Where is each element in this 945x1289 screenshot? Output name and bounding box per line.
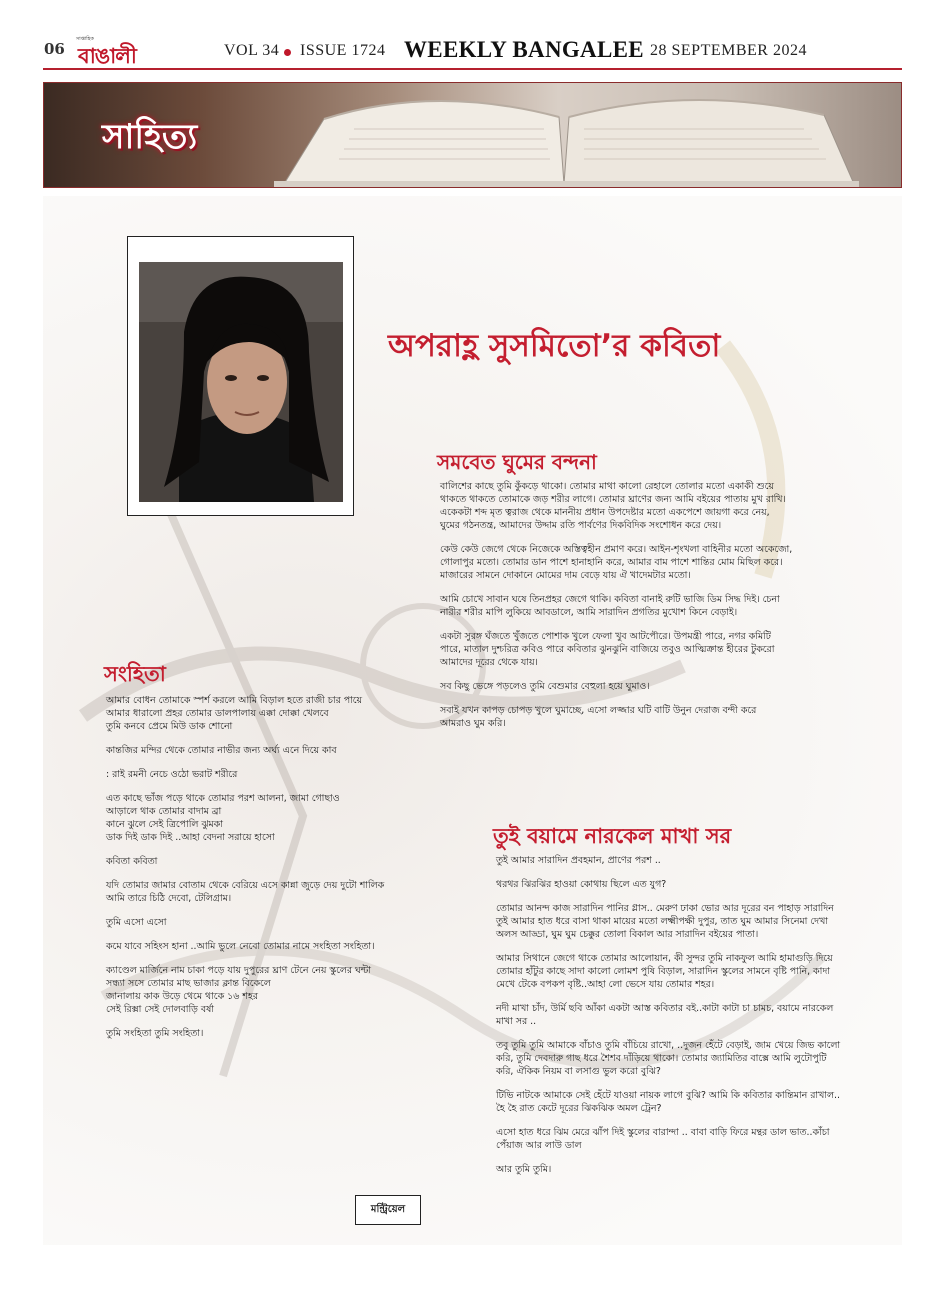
open-book-icon bbox=[264, 89, 864, 188]
poem-stanza: টিভি নাটকে আমাকে সেই হেঁটে যাওয়া নায়ক লাগে বুঝি? আমি কি কবিতার কান্তিমান রাখাল.. হৈ হৈ রাত কেটে দূরের ঝিকঝিক অমল ট্রেন? bbox=[496, 1090, 840, 1114]
logo bbox=[76, 36, 138, 70]
poem-stanza: এত কাছে ভাঁজ পড়ে থাকে তোমার পরশ আলনা, জামা গোছাও আড়ালে থাক তোমার বাদাম ব্রা কানে ঝুলে সেই ত্রিপোলি ঝুমকা ডাক দিই ডাক দিই ..আহা বেদনা সরায়ে হাসো bbox=[106, 793, 340, 843]
volume-label: VOL 34 bbox=[224, 42, 280, 59]
poem-stanza: একটা সুরঙ্গ ঘঁজতে খুঁজতে পোশাক খুলে ফেলা খুব আটপৌরে। উপমন্ত্রী পারে, নগর কমিটি পারে, মাতাল দুশ্চরিত্র কবিও পারে কবিতার ঝুনঝুনি বাজিয়ে তবুও আত্মিক্রান্ত হীরের টুকরো আমাদের দূরের থেকে যায়। bbox=[440, 631, 775, 668]
poem-stanza: বালিশের কাছে তুমি কুঁকড়ে থাকো। তোমার মাথা কালো রেহালে তোলার মতো একাকী শুয়ে থাকতে থাকতে তোমাকে জড় শরীর লাগে। তোমার ঘ্রাণের জন্য আমি বইয়ের পাতায় মুখ রাখি। একেকটা শব্দ মৃত ত্বরাজ থেকে মাননীয় প্রধান উপদেষ্টার মতো একপেশে জায়গা করে নেয়, ঘুমের গঠনতন্ত্র, আমাদের উদ্দাম রতি পার্বণের দিকবিদিক সংশোধন করে দেয়। bbox=[440, 481, 786, 531]
poem-stanza: কেউ কেউ জেগে থেকে নিজেকে অস্তিত্বহীন প্রমাণ করে। আইন-শৃংখলা বাহিনীর মতো অকেজো, গোলাপুর মতো। তোমার ডান পাশে হানাহানি করে, আমার বাম পাশে শান্তির মোম মিছিল করে। মাজারের সামনে দোকানে মোমের দাম বেড়ে যায় ঐ খাদেমটার মতো। bbox=[440, 544, 793, 581]
poem-stanza: সবাই যখন কাপড় চোপড় খুলে ঘুমাচ্ছে, এসো লজ্জার ঘটি বাটি উনুন দেরাজ বন্দী করে আমরাও ঘুম করি। bbox=[440, 705, 757, 729]
poem-stanza: তুমি এসো এসো bbox=[106, 917, 167, 928]
section-label: সাহিত্য bbox=[102, 117, 198, 157]
poem-body bbox=[496, 854, 852, 1187]
poem-stanza: সব কিছু ভেঙ্গে পড়লেও তুমি বেশুমার বেহুলা হয়ে ঘুমাও। bbox=[440, 681, 650, 692]
poem-stanza: আর তুমি তুমি। bbox=[496, 1164, 552, 1175]
poem-title: সমবেত ঘুমের বন্দনা bbox=[437, 450, 597, 474]
issue-label: ISSUE 1724 bbox=[300, 42, 386, 59]
issue-date: 28 SEPTEMBER 2024 bbox=[650, 42, 807, 59]
poem-title: সংহিতা bbox=[104, 662, 166, 686]
poem-stanza: তবু তুমি তুমি আমাকে বাঁচাও তুমি বাঁচিয়ে রাখো, ..দুজন হেঁটে বেড়াই, জাম খেয়ে জিভ কালো করি, তুমি দেবদারু গাছ ধরে শৈশব দাঁড়িয়ে থাকো। তোমার জ্যামিতির বাক্সে আমি লুটোপুটি করি, ঐকিক নিয়ম বা লসাগু ভুল করো বুঝি? bbox=[496, 1040, 841, 1077]
poem-stanza: কান্তজির মন্দির থেকে তোমার নাভীর জন্য অর্ঘ্য এনে দিয়ে কাব bbox=[106, 745, 337, 756]
poem-stanza: যদি তোমার জামার বোতাম থেকে বেরিয়ে এসে কান্না জুড়ে দেয় দুটো শালিক আমি তারে চিঠি দেবো, টেলিগ্রাম। bbox=[106, 880, 385, 904]
poem-stanza: ক্যাণ্ডেল মার্জিনে নাম চাকা পড়ে যায় দুপুরের ঘ্রাণ টেনে নেয় স্কুলের ঘন্টা সন্ধ্যা সসে তোমার মাছ ভাজার ক্লান্ত বিকেলে জানালায় কাক উড়ে থেমে থাকে ১৬ শহর সেই রিক্সা সেই দোলবাড়ি বর্ষা bbox=[106, 965, 371, 1015]
poem-stanza: কবিতা কবিতা bbox=[106, 856, 158, 867]
paper-name: WEEKLY BANGALEE bbox=[404, 37, 644, 62]
poem-stanza: তুই আমার সারাদিন প্রবহমান, প্রাণের পরশ .. bbox=[496, 855, 661, 866]
location-tag: মন্ট্রিয়েল bbox=[355, 1195, 421, 1225]
author-portrait-image bbox=[139, 262, 343, 502]
poem-stanza: : রাই রমনী নেচে ওঠো ভরাট শরীরে bbox=[106, 769, 238, 780]
poem-stanza: তোমার আনন্দ কাজ সারাদিন পানির গ্লাস.. মেরুণ ঢাকা ভোর আর দূরের বন পাহাড় সারাদিন তুই আমার হাত ধরে বাসা থাকা মায়ের মতো লক্ষ্মীপক্ষী দুপুর, তাত ঘুম আমার সিনেমা দেখা অলস আড্ডা, ঘুম ঘুম চেক্কুর তোলা বিকাল আর সারাদিন বইয়ের পাতা। bbox=[496, 903, 834, 940]
poem-stanza: আমার সিথানে জেগে থাকে তোমার আলোয়ান, কী সুন্দর তুমি নাকফুল আমি হামাগুড়ি দিয়ে তোমার হাঁটুর কাছে সাদা কালো লোমশ পুষি বিড়াল, সারাদিন স্কুলের সামনে বৃষ্টি পানি, কাদা মেখে টেকে বপকপ বৃষ্টি..আহা লো ভেসে যায় তোমার শহর। bbox=[496, 953, 833, 990]
section-banner bbox=[43, 82, 902, 188]
poem-body bbox=[106, 694, 426, 1051]
article-title: অপরাহ্ণ সুসমিতো’র কবিতা bbox=[388, 328, 721, 364]
logo-text: বাঙালী bbox=[78, 44, 136, 68]
header-rule bbox=[43, 68, 902, 70]
poem-title: তুই বয়ামে নারকেল মাখা সর bbox=[493, 824, 732, 848]
poem-stanza: আমি চোখে সাবান ঘষে তিনপ্রহর জেগে থাকি। কবিতা বানাই রুটি ভাজি ডিম সিদ্ধ দিই। চেনা নারীর শরীর মাপি লুকিয়ে আবডালে, আমি সারাদিন প্রগতির মুখোশ কিনে বেড়াই। bbox=[440, 594, 780, 618]
poem-stanza: থরথর ঝিরঝির হাওয়া কোথায় ছিলে এত যুগ? bbox=[496, 879, 667, 890]
poem-stanza: এসো হাত ধরে ঝিম মেরে ঝাঁপ দিই স্কুলের বারান্দা .. বাবা বাড়ি ফিরে মন্থর ডাল ভাত..কাঁচা পেঁয়াজ আর লাউ ডাল bbox=[496, 1127, 830, 1151]
author-portrait-frame bbox=[127, 236, 354, 516]
page-number: 06 bbox=[44, 40, 65, 58]
poem-stanza: কমে যাবে সহিংস হানা ..আমি ভুলে নেবো তোমার নামে সংহিতা সংহিতা। bbox=[106, 941, 375, 952]
poem-body bbox=[440, 480, 850, 741]
poem-stanza: নদী মাখা চাঁদ, উর্মি ছবি আঁকা একটা আস্ত কবিতার বই..কাটা কাটা চা চামচ, বয়ামে নারকেল মাখা সর .. bbox=[496, 1003, 834, 1027]
logo-subtitle: সাপ্তাহিক bbox=[76, 36, 94, 42]
poem-stanza: তুমি সংহিতা তুমি সংহিতা। bbox=[106, 1028, 204, 1039]
separator-dot-icon bbox=[284, 49, 291, 56]
poem-stanza: আমার বোধন তোমাকে স্পর্শ করলে আমি বিড়াল হতে রাজী চার পায়ে আমার ধারালো প্রহর তোমার ডালপালায় এক্কা দোক্কা খেলবে তুমি কনবে প্রেমে মিউ ডাক শোনো bbox=[106, 695, 363, 732]
